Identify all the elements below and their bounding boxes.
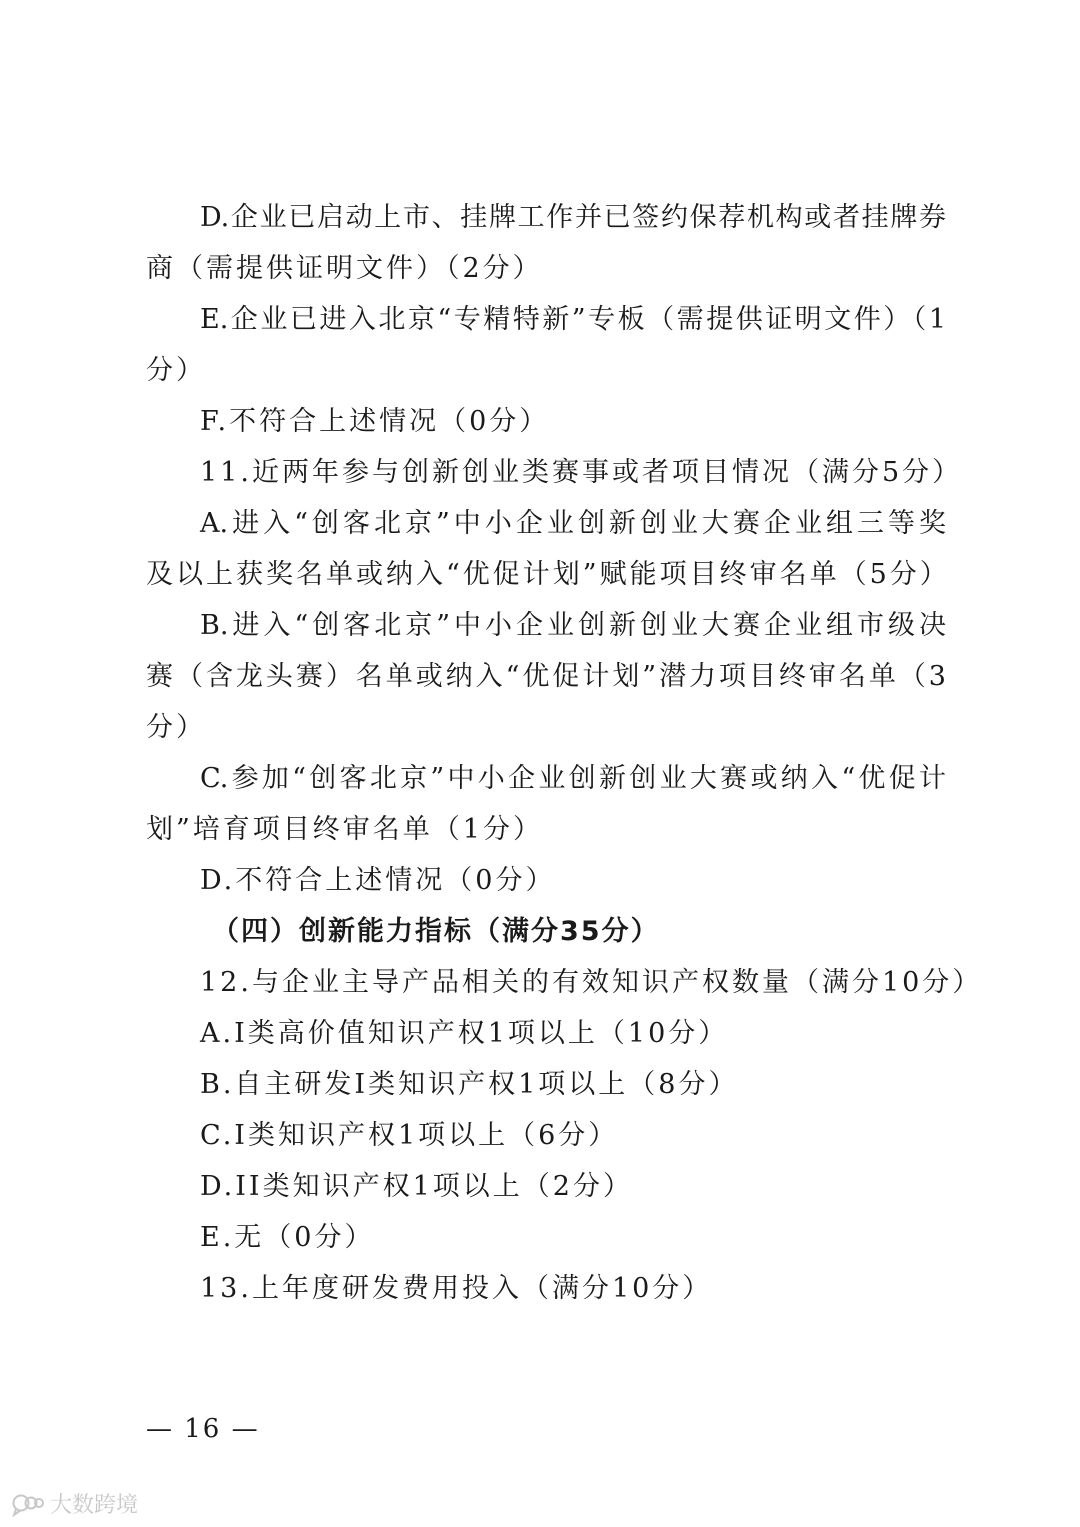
item-12-option-e: E.无（0分） [200, 1222, 375, 1253]
item-11-option-b-line-3: 分） [146, 712, 206, 743]
watermark [12, 1488, 138, 1519]
option-d-line-1: D.企业已启动上市、挂牌工作并已签约保荐机构或者挂牌券 [200, 202, 946, 233]
item-11-title: 11.近两年参与创新创业类赛事或者项目情况（满分5分） [200, 457, 963, 488]
item-11-option-c-line-1: C.参加“创客北京”中小企业创新创业大赛或纳入“优促计 [200, 763, 946, 794]
item-12-option-c: C.I类知识产权1项以上（6分） [200, 1120, 619, 1151]
item-13-title: 13.上年度研发费用投入（满分10分） [200, 1273, 713, 1304]
item-11-option-a-line-2: 及以上获奖名单或纳入“优促计划”赋能项目终审名单（5分） [146, 559, 950, 590]
item-11-option-a-line-1: A.进入“创客北京”中小企业创新创业大赛企业组三等奖 [200, 508, 946, 539]
option-e-line-2: 分） [146, 355, 206, 386]
item-12-title: 12.与企业主导产品相关的有效知识产权数量（满分10分） [200, 967, 983, 998]
option-d-line-2: 商（需提供证明文件）（2分） [146, 253, 543, 284]
item-12-option-a: A.I类高价值知识产权1项以上（10分） [200, 1018, 729, 1049]
option-e-line-1: E.企业已进入北京“专精特新”专板（需提供证明文件）（1 [200, 304, 946, 335]
item-12-option-d: D.II类知识产权1项以上（2分） [200, 1171, 633, 1202]
option-f: F.不符合上述情况（0分） [200, 406, 550, 437]
item-11-option-c-line-2: 划”培育项目终审名单（1分） [146, 814, 543, 845]
watermark-text: 大数跨境 [50, 1493, 139, 1518]
item-11-option-d: D.不符合上述情况（0分） [200, 865, 556, 896]
section-4-heading: （四）创新能力指标（满分35分） [212, 916, 660, 947]
chat-bubble-logo-icon [12, 1491, 46, 1517]
item-11-option-b-line-2: 赛（含龙头赛）名单或纳入“优促计划”潜力项目终审名单（3 [146, 661, 946, 692]
page-number: — 16 — [146, 1414, 260, 1444]
item-11-option-b-line-1: B.进入“创客北京”中小企业创新创业大赛企业组市级决 [200, 610, 946, 641]
item-12-option-b: B.自主研发I类知识产权1项以上（8分） [200, 1069, 739, 1100]
